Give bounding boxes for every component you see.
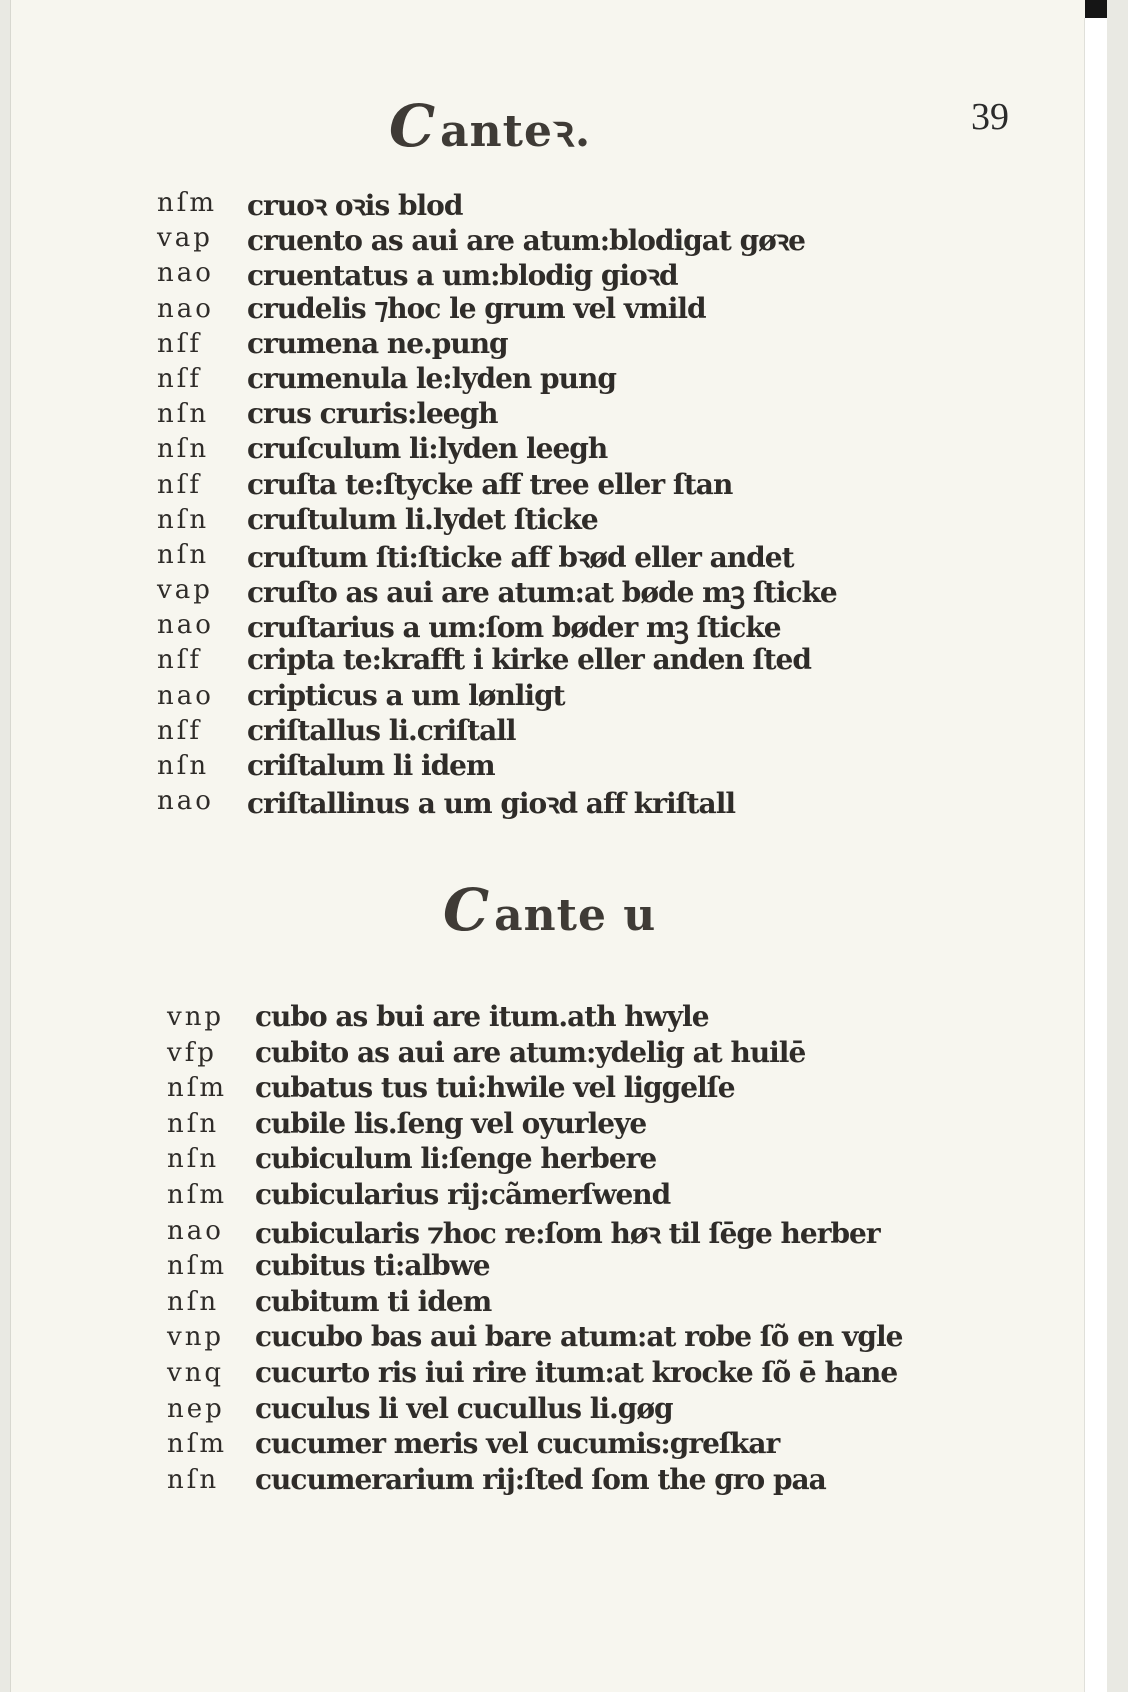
part-of-speech-code: nſf: [157, 328, 202, 359]
dictionary-entry: [11, 1427, 1011, 1463]
dictionary-entry: [11, 714, 1011, 749]
entry-gloss: cubicularius rij:cãmerſwend: [255, 1177, 671, 1211]
entry-gloss: cripta te:krafft i kirke eller anden ſted: [247, 643, 811, 677]
entry-gloss: cucurto ris iui rire itum:at krocke ſõ ē hane: [255, 1355, 898, 1389]
entry-gloss: cruſculum li:lyden leegh: [247, 432, 608, 466]
entry-gloss: cripticus a um lønligt: [247, 678, 565, 712]
part-of-speech-code: vfp: [167, 1037, 217, 1068]
dictionary-entry: [11, 503, 1011, 538]
part-of-speech-code: nſn: [157, 504, 210, 535]
dictionary-entry: [11, 1285, 1011, 1321]
entry-gloss: criſtallus li.criſtall: [247, 713, 516, 747]
dictionary-entry: [11, 468, 1011, 503]
dictionary-entry: [11, 749, 1011, 784]
part-of-speech-code: vnp: [167, 1322, 225, 1353]
section-heading-canter: [389, 92, 591, 160]
dictionary-entry: [11, 1392, 1011, 1428]
dictionary-entry: [11, 784, 1011, 819]
entry-gloss: cubiculum li:ſenge herbere: [255, 1142, 657, 1176]
dictionary-entry: [11, 1356, 1011, 1392]
entry-gloss: cruoꝛ oꝛis blod: [247, 189, 463, 222]
dictionary-entry: [11, 1178, 1011, 1214]
part-of-speech-code: vap: [157, 575, 213, 606]
part-of-speech-code: nſn: [167, 1286, 220, 1317]
dictionary-entry: [11, 1107, 1011, 1143]
entry-gloss: cruſto as aui are atum:at bøde mꝫ ſticke: [247, 576, 837, 610]
dictionary-entry: [11, 1142, 1011, 1178]
section-heading-cante-u: [443, 876, 656, 944]
entry-gloss: cruſta te:ſtycke aff tree eller ſtan: [247, 467, 733, 501]
dictionary-entry: [11, 432, 1011, 467]
heading-text: anteꝛ.: [440, 106, 592, 157]
heading-text: ante u: [494, 890, 657, 941]
dictionary-entry: [11, 538, 1011, 573]
dictionary-entry: [11, 573, 1011, 608]
dictionary-entry: [11, 608, 1011, 643]
part-of-speech-code: nſn: [157, 751, 210, 781]
entry-gloss: cubitus ti:albwe: [255, 1249, 490, 1283]
entry-gloss: cubitum ti idem: [255, 1284, 492, 1318]
dictionary-entry: [11, 1036, 1011, 1072]
part-of-speech-code: nſm: [167, 1179, 228, 1210]
dictionary-entry: [11, 1463, 1011, 1499]
part-of-speech-code: nſm: [167, 1073, 228, 1104]
heading-initial: C: [389, 92, 437, 160]
entry-gloss: cubatus tus tui:hwile vel liggelſe: [255, 1071, 735, 1105]
entry-gloss: criſtallinus a um gioꝛd aff kriſtall: [247, 787, 735, 821]
page-edge: [1084, 18, 1107, 1692]
entry-gloss: cuculus li vel cucullus li.gøg: [255, 1391, 673, 1425]
part-of-speech-code: nao: [157, 786, 214, 817]
part-of-speech-code: nao: [157, 610, 214, 641]
part-of-speech-code: nſf: [157, 469, 202, 500]
dictionary-entry: [11, 362, 1011, 397]
entry-gloss: cruento as aui are atum:blodigat gøꝛe: [247, 224, 805, 258]
entry-list-cante-u: [11, 1000, 1011, 1498]
entry-list-canter: [11, 186, 1011, 819]
part-of-speech-code: nep: [167, 1393, 225, 1424]
part-of-speech-code: nſm: [167, 1251, 228, 1282]
entry-gloss: crudelis ⁊hoc le grum vel vmild: [247, 291, 706, 325]
part-of-speech-code: nſf: [157, 363, 202, 394]
dictionary-entry: [11, 256, 1011, 291]
dictionary-entry: [11, 1320, 1011, 1356]
heading-initial: C: [443, 876, 491, 944]
part-of-speech-code: nſn: [167, 1108, 220, 1139]
part-of-speech-code: nſn: [167, 1464, 220, 1495]
entry-gloss: cruſtum ſti:ſticke aff bꝛød eller andet: [247, 540, 794, 574]
entry-gloss: cruſtarius a um:ſom bøder mꝫ ſticke: [247, 611, 781, 645]
entry-gloss: cruſtulum li.lydet ſticke: [247, 502, 598, 536]
dictionary-entry: [11, 1249, 1011, 1285]
entry-gloss: cucumerarium rij:ſted ſom the gro paa: [255, 1462, 826, 1496]
part-of-speech-code: vnq: [167, 1357, 225, 1388]
entry-gloss: crumena ne.pung: [247, 326, 508, 360]
part-of-speech-code: nſn: [157, 434, 210, 465]
part-of-speech-code: nao: [157, 258, 214, 289]
page-number: 39: [971, 96, 1009, 138]
entry-gloss: cubicularis ⁊hoc re:ſom høꝛ til ſēge herber: [255, 1216, 880, 1250]
part-of-speech-code: nao: [157, 293, 214, 324]
entry-gloss: cubito as aui are atum:ydelig at huilē: [255, 1035, 806, 1069]
entry-gloss: cubo as bui are itum.ath hwyle: [255, 1000, 709, 1033]
dictionary-entry: [11, 643, 1011, 678]
part-of-speech-code: nſf: [157, 715, 202, 746]
dictionary-entry: [11, 221, 1011, 256]
dictionary-entry: [11, 327, 1011, 362]
part-of-speech-code: nſf: [157, 645, 202, 676]
entry-gloss: crumenula le:lyden pung: [247, 361, 616, 395]
part-of-speech-code: nſm: [167, 1429, 228, 1460]
dictionary-entry: [11, 186, 1011, 221]
entry-gloss: cubile lis.ſeng vel oyurleye: [255, 1106, 647, 1140]
dictionary-entry: [11, 1000, 1011, 1036]
entry-gloss: cucubo bas aui bare atum:at robe ſõ en vgle: [255, 1320, 903, 1354]
dictionary-entry: [11, 679, 1011, 714]
part-of-speech-code: nao: [167, 1215, 224, 1246]
dictionary-entry: [11, 397, 1011, 432]
entry-gloss: cucumer meris vel cucumis:greſkar: [255, 1427, 780, 1461]
dictionary-entry: [11, 1214, 1011, 1250]
part-of-speech-code: nao: [157, 680, 214, 711]
entry-gloss: crus cruris:leegh: [247, 397, 498, 431]
scan-corner-mark: [1085, 0, 1107, 18]
part-of-speech-code: nſn: [157, 539, 210, 570]
entry-gloss: criſtalum li idem: [247, 749, 495, 782]
book-page: [10, 0, 1107, 1692]
dictionary-entry: [11, 1071, 1011, 1107]
entry-gloss: cruentatus a um:blodig gioꝛd: [247, 259, 678, 293]
part-of-speech-code: nſm: [157, 188, 218, 218]
part-of-speech-code: vap: [157, 223, 213, 254]
part-of-speech-code: nſn: [167, 1144, 220, 1175]
part-of-speech-code: nſn: [157, 399, 210, 430]
part-of-speech-code: vnp: [167, 1002, 225, 1032]
dictionary-entry: [11, 292, 1011, 327]
